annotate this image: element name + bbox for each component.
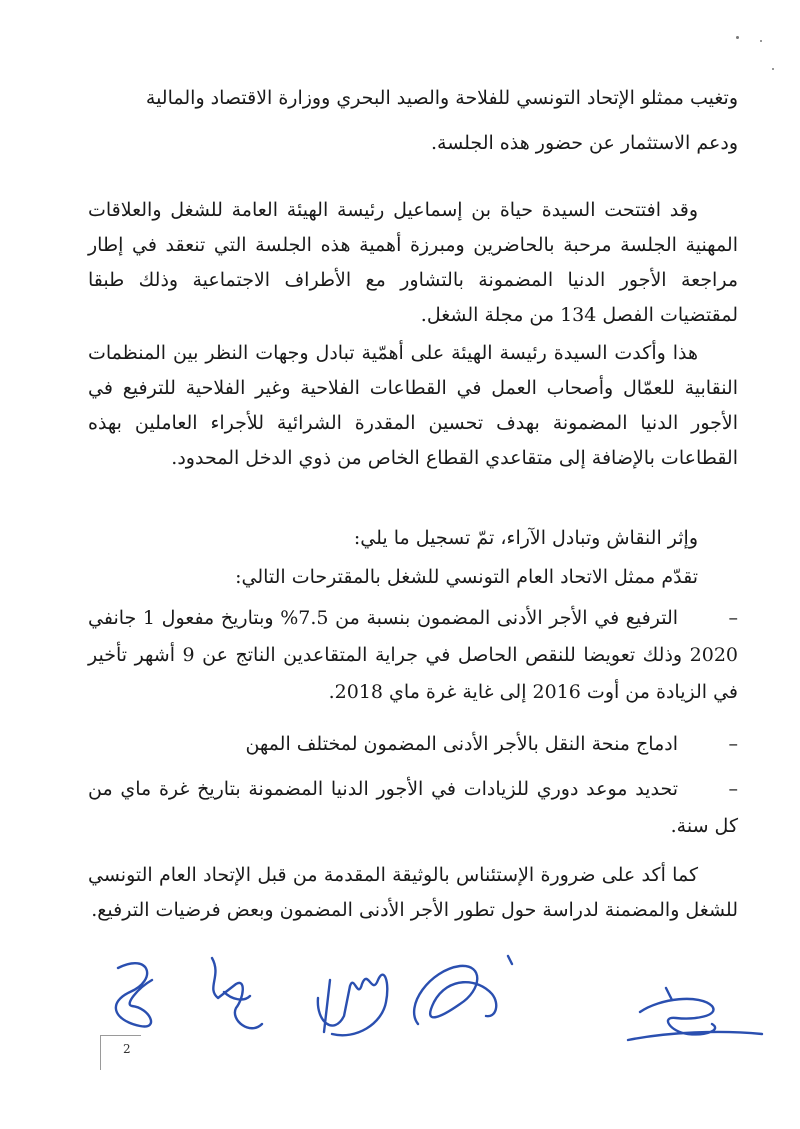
paragraph-emphasis: هذا وأكدت السيدة رئيسة الهيئة على أهمّية تبادل وجهات النظر بين المنظمات النقابية للعمّال وأصحاب العمل في القطاعات الفلاحية وغير الفلاحية للترفيع في الأجور الدنيا المضمونة بهدف تحسين المقدرة الشرائية للأجراء العاملين بهذه القطاعات بالإضافة إلى متقاعدي القطاع الخاص من ذوي الدخل المحدود. — [88, 342, 738, 469]
proposal-text: الترفيع في الأجر الأدنى المضمون بنسبة من 7.5% وبتاريخ مفعول 1 جانفي 2020 وذلك تعويضا للنقص الحاصل في جراية المتقاعدين الناتج عن 9 أشهر تأخير في الزيادة من أوت 2016 إلى غاية غرة ماي 2018. — [88, 607, 739, 703]
scan-speck — [760, 40, 762, 42]
proposal-text: ادماج منحة النقل بالأجر الأدنى المضمون لمختلف المهن — [245, 733, 678, 755]
paragraph-document-reference: كما أكد على ضرورة الإستئناس بالوثيقة المقدمة من قبل الإتحاد العام التونسي للشغل والمضمنة لدراسة حول تطور الأجر الأدنى المضمون وبعض فرضيات الترفيع. — [88, 864, 738, 921]
page-number-box — [100, 1035, 141, 1070]
proposal-item-3 — [88, 771, 738, 845]
dash-marker: – — [728, 778, 738, 800]
proposal-text: تحديد موعد دوري للزيادات في الأجور الدنيا المضمونة بتاريخ غرة ماي من كل سنة. — [88, 778, 738, 837]
paragraph-1-line-2: ودعم الاستثمار عن حضور هذه الجلسة. — [430, 132, 738, 154]
scan-speck — [736, 36, 739, 39]
signature-3 — [318, 975, 387, 1036]
signature-4 — [414, 956, 512, 1024]
proposal-item-2 — [88, 726, 738, 763]
dash-marker: – — [728, 733, 738, 755]
scan-speck — [772, 68, 774, 70]
signature-5 — [628, 988, 762, 1040]
paragraph-discussion: وإثر النقاش وتبادل الآراء، تمّ تسجيل ما يلي: — [353, 527, 698, 549]
proposal-item-1 — [88, 600, 738, 711]
signature-2 — [212, 958, 262, 1028]
signature-1 — [116, 963, 152, 1026]
paragraph-proposals-intro: تقدّم ممثل الاتحاد العام التونسي للشغل بالمقترحات التالي: — [235, 566, 698, 588]
paragraph-opening: وقد افتتحت السيدة حياة بن إسماعيل رئيسة الهيئة العامة للشغل والعلاقات المهنية الجلسة مرحبة بالحاضرين ومبرزة أهمية هذه الجلسة التي تنعقد في إطار مراجعة الأجور الدنيا المضمونة بالتشاور مع الأطراف الاجتماعية وذلك طبقا لمقتضيات الفصل 134 من مجلة الشغل. — [88, 199, 738, 326]
dash-marker: – — [728, 607, 739, 629]
page-number: 2 — [123, 1042, 131, 1056]
paragraph-1-line-1: وتغيب ممثلو الإتحاد التونسي للفلاحة والصيد البحري ووزارة الاقتصاد والمالية — [145, 87, 738, 109]
